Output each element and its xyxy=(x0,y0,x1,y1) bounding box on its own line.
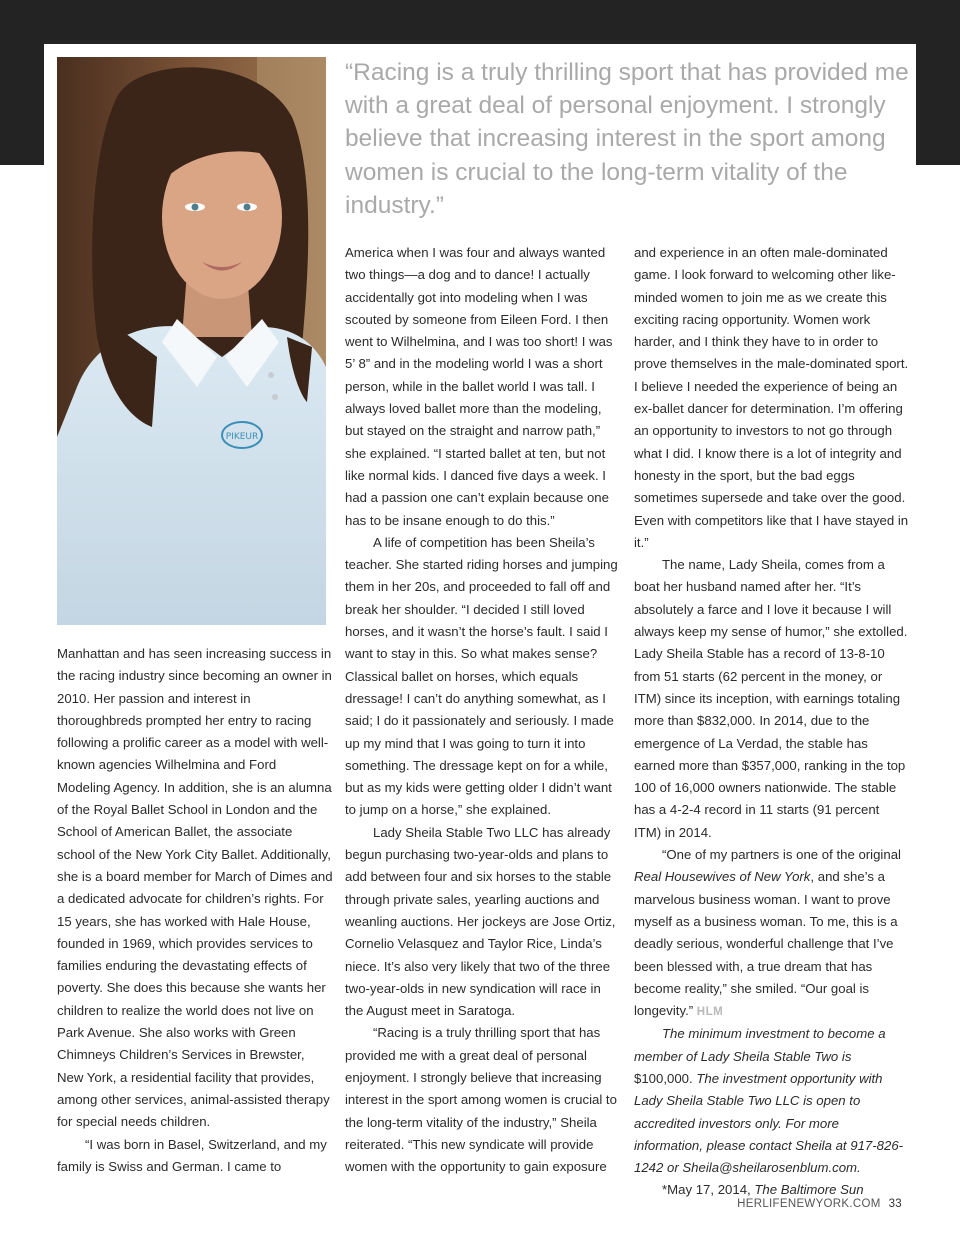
paragraph: “Racing is a truly thrilling sport that has provided me with a great deal of personal enjoyment. I strongly believe that increasing interest in the sport among women is crucial to the long-term vitality of the industry,” Sheila reiterated. “This new syndicate will provide women with the opportunity to gain exposure xyxy=(345,1025,617,1175)
paragraph: The name, Lady Sheila, comes from a boat her husband named after her. “It’s absolutely a farce and I love it because I will always keep my sense of humor,” she extolled. Lady Sheila Stable has a record of 13-8-10 from 51 starts (62 percent in the money, or ITM) since its inception, with earnings totaling more than $832,000. In 2014, due to the emergence of La Verdad, the stable has earned more than $357,000, ranking in the top 100 of 16,000 owners nationwide. The stable has a 4-2-4 record in 11 starts (91 percent ITM) in 2014. xyxy=(634,557,908,840)
column-2 xyxy=(345,242,621,1178)
paragraph: America when I was four and always wanted two things—a dog and to dance! I actually accidentally got into modeling when I was scouted by someone from Eileen Ford. I then went to Wilhelmina, and I was too short! I was 5’ 8” and in the modeling world I was a short person, while in the ballet world I was tall. I always loved ballet more than the modeling, but stayed on the straight and narrow path,” she explained. “I started ballet at ten, but not like normal kids. I danced five days a week. I had a passion one can’t explain because one has to be insane enough to do this.” xyxy=(345,245,613,528)
paragraph: and experience in an often male-dominated game. I look forward to welcoming other like-minded women to join me as we create this exciting racing opportunity. Women work harder, and I think they have to in order to prove themselves in the male-dominated sport. I believe I needed the experience of being an ex-ballet dancer for determination. I’m offering an opportunity to investors to not go through what I did. I know there is a lot of integrity and honesty in the sport, but the bad eggs sometimes supersede and take over the good. Even with competitors like that I have stayed in it.” xyxy=(634,245,909,550)
text-run: The investment opportunity with Lady Sheila Stable Two LLC is open to accredited investors only. For more information, please contact Sheila at 917-826-1242 or Sheila@sheilarosenblum.com. xyxy=(634,1070,904,1176)
investment-amount: $100,000. xyxy=(634,1070,693,1086)
hlm-endmark: HLM xyxy=(696,1006,724,1019)
column-3 xyxy=(634,242,910,1202)
portrait-photo xyxy=(57,57,326,625)
footer-site: HERLIFENEWYORK.COM xyxy=(737,1198,881,1210)
paragraph: Lady Sheila Stable Two LLC has already begun purchasing two-year-olds and plans to add between four and six horses to the stable through private sales, yearling auctions and weanling auctions. Her jockeys are Jose Ortiz, Cornelio Velasquez and Taylor Rice, Linda’s niece. It’s also very likely that two of the three two-year-olds in new syndication will race in the August meet in Saratoga. xyxy=(345,824,616,1019)
show-title: Real Housewives of New York xyxy=(634,869,811,885)
text-run: “One of my partners is one of the original xyxy=(662,847,901,863)
text-run: , and she’s a marvelous business woman. I want to prove myself as a business woman. To me, this is a deadly serious, wonderful challenge that I’ve been blessed with, a true dream that has become reality,” she smiled. “Our goal is longevity.” xyxy=(634,869,898,1019)
page-number: 33 xyxy=(888,1198,902,1210)
publication-name: The Baltimore Sun xyxy=(754,1182,864,1198)
text-run: *May 17, 2014, xyxy=(662,1182,755,1198)
paragraph: Manhattan and has seen increasing success in the racing industry since becoming an owner in 2010. Her passion and interest in thoroughbreds prompted her entry to racing following a prolific career as a model with well-known agencies Wilhelmina and Ford Modeling Agency. In addition, she is an alumna of the Royal Ballet School in London and the School of American Ballet, the associate school of the New York City Ballet. Additionally, she is a board member for March of Dimes and a dedicated advocate for children’s rights. For 15 years, she has worked with Hale House, founded in 1969, which provides services to families enduring the devastating effects of poverty. She does this because she wants her children to realize the world does not live on Park Avenue. She also works with Green Chimneys Children’s Services in Brewster, New York, a residential facility that provides, among other services, animal-assisted therapy for special needs children. xyxy=(57,646,333,1130)
pull-quote: “Racing is a truly thrilling sport that has provided me with a great deal of personal enjoyment. I strongly believe that increasing interest in the sport among women is crucial to the long-term vitality of the industry.” xyxy=(345,59,909,219)
investment-note xyxy=(634,1023,910,1179)
column-1 xyxy=(57,643,333,1178)
paragraph xyxy=(634,844,910,1023)
page-footer xyxy=(737,1198,902,1210)
svg-text:PIKEUR: PIKEUR xyxy=(225,432,259,442)
paragraph: A life of competition has been Sheila’s teacher. She started riding horses and jumping them in her 20s, and proceeded to fall off and break her shoulder. “I decided I still loved horses, and it wasn’t the horse’s fault. I said I want to stay in this. So what makes sense? Classical ballet on horses, which equals dressage! I can’t do anything somewhat, as I said; I do it passionately and seriously. I made up my mind that I was going to turn it into something. The dressage kept on for a while, but as my kids were getting older I didn’t want to jump on a horse,” she explained. xyxy=(345,534,618,818)
paragraph: “I was born in Basel, Switzerland, and my family is Swiss and German. I came to xyxy=(57,1136,327,1174)
text-run: The minimum investment to become a member of Lady Sheila Stable Two is xyxy=(634,1026,886,1064)
